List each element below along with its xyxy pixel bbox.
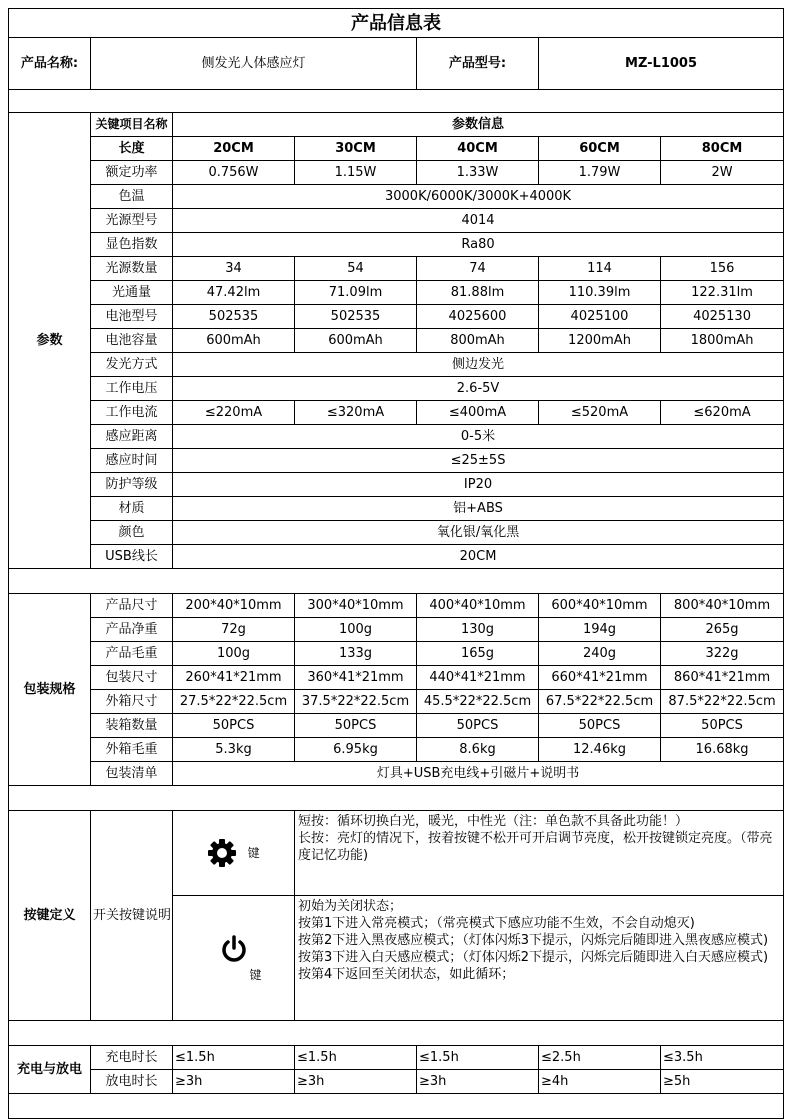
params-row-value: 600mAh bbox=[173, 329, 295, 353]
params-row-value: 600mAh bbox=[295, 329, 417, 353]
params-row bbox=[9, 449, 784, 473]
params-row-label: 电池型号 bbox=[91, 305, 173, 329]
packaging-row bbox=[9, 642, 784, 666]
params-row-label: 颜色 bbox=[91, 521, 173, 545]
params-section-label: 参数 bbox=[9, 113, 91, 569]
params-row-label: 光源型号 bbox=[91, 209, 173, 233]
params-row-value: 47.42lm bbox=[173, 281, 295, 305]
params-row-value: 800mAh bbox=[417, 329, 539, 353]
params-row-value: 1800mAh bbox=[661, 329, 784, 353]
discharge-time-value: ≥3h bbox=[173, 1070, 295, 1094]
charging-section-label: 充电与放电 bbox=[9, 1046, 91, 1094]
gear-icon bbox=[207, 838, 237, 868]
packaging-row-value: 360*41*21mm bbox=[295, 666, 417, 690]
params-row-label: 感应时间 bbox=[91, 449, 173, 473]
product-name-value: 侧发光人体感应灯 bbox=[91, 38, 417, 90]
params-row-value: ≤620mA bbox=[661, 401, 784, 425]
gear-key-text: 键 bbox=[247, 845, 260, 860]
params-row-value: 114 bbox=[539, 257, 661, 281]
packaging-row-label: 产品毛重 bbox=[91, 642, 173, 666]
params-row-value: 54 bbox=[295, 257, 417, 281]
charge-time-value: ≤1.5h bbox=[417, 1046, 539, 1070]
params-row-value: 4025100 bbox=[539, 305, 661, 329]
spacer-row bbox=[9, 90, 784, 113]
params-row-value: 1.79W bbox=[539, 161, 661, 185]
packaging-row-label: 装箱数量 bbox=[91, 714, 173, 738]
params-row-value: 3000K/6000K/3000K+4000K bbox=[173, 185, 784, 209]
charge-time-value: ≤1.5h bbox=[173, 1046, 295, 1070]
params-row-label: 感应距离 bbox=[91, 425, 173, 449]
packaging-row-value: 50PCS bbox=[295, 714, 417, 738]
packaging-row-value: 6.95kg bbox=[295, 738, 417, 762]
buttons-section-label: 按键定义 bbox=[9, 811, 91, 1021]
length-label: 长度 bbox=[91, 137, 173, 161]
params-row-value: 侧边发光 bbox=[173, 353, 784, 377]
packaging-row-value: 8.6kg bbox=[417, 738, 539, 762]
key-item-header: 关键项目名称 bbox=[91, 113, 173, 137]
length-40cm: 40CM bbox=[417, 137, 539, 161]
params-row-label: 光通量 bbox=[91, 281, 173, 305]
packaging-row-value: 50PCS bbox=[539, 714, 661, 738]
power-line: 初始为关闭状态； bbox=[298, 899, 403, 914]
spacer-row bbox=[9, 786, 784, 811]
packaging-row-value: 322g bbox=[661, 642, 784, 666]
params-row-value: 0.756W bbox=[173, 161, 295, 185]
packaging-row-value: 260*41*21mm bbox=[173, 666, 295, 690]
packaging-row-value: 600*40*10mm bbox=[539, 594, 661, 618]
params-row bbox=[9, 401, 784, 425]
packaging-row bbox=[9, 762, 784, 786]
params-row-value: 110.39lm bbox=[539, 281, 661, 305]
params-row-label: 发光方式 bbox=[91, 353, 173, 377]
packaging-row bbox=[9, 714, 784, 738]
page-title: 产品信息表 bbox=[9, 9, 784, 38]
power-icon bbox=[219, 934, 249, 964]
params-row bbox=[9, 545, 784, 569]
params-row-label: 色温 bbox=[91, 185, 173, 209]
power-key-cell bbox=[173, 896, 295, 1021]
packaging-row bbox=[9, 618, 784, 642]
params-row-value: 81.88lm bbox=[417, 281, 539, 305]
power-key-description bbox=[295, 896, 784, 1021]
params-row-value: 74 bbox=[417, 257, 539, 281]
packaging-section-label: 包装规格 bbox=[9, 594, 91, 786]
params-row-value: 1.33W bbox=[417, 161, 539, 185]
params-row-value: ≤220mA bbox=[173, 401, 295, 425]
packaging-row-value: 100g bbox=[173, 642, 295, 666]
packaging-row-value: 300*40*10mm bbox=[295, 594, 417, 618]
params-row-label: 工作电压 bbox=[91, 377, 173, 401]
params-row-value: ≤320mA bbox=[295, 401, 417, 425]
params-row-value: 2.6-5V bbox=[173, 377, 784, 401]
params-row bbox=[9, 161, 784, 185]
power-line: 按第3下进入白天感应模式；（灯体闪烁2下提示，闪烁完后随即进入白天感应模式) bbox=[298, 950, 769, 965]
params-row-value: 4025130 bbox=[661, 305, 784, 329]
packaging-row-value: 400*40*10mm bbox=[417, 594, 539, 618]
charge-time-value: ≤3.5h bbox=[661, 1046, 784, 1070]
packaging-row-value: 800*40*10mm bbox=[661, 594, 784, 618]
params-row bbox=[9, 329, 784, 353]
packaging-row-value: 100g bbox=[295, 618, 417, 642]
params-row-value: 1.15W bbox=[295, 161, 417, 185]
length-60cm: 60CM bbox=[539, 137, 661, 161]
packaging-row-value: 130g bbox=[417, 618, 539, 642]
params-row bbox=[9, 521, 784, 545]
power-line: 按第4下返回至关闭状态，如此循环； bbox=[298, 967, 515, 982]
packaging-row bbox=[9, 738, 784, 762]
packaging-row-value: 660*41*21mm bbox=[539, 666, 661, 690]
params-row-value: IP20 bbox=[173, 473, 784, 497]
packaging-row-label: 产品尺寸 bbox=[91, 594, 173, 618]
params-row bbox=[9, 185, 784, 209]
params-row-value: 1200mAh bbox=[539, 329, 661, 353]
params-row-value: 71.09lm bbox=[295, 281, 417, 305]
packaging-row-value: 50PCS bbox=[661, 714, 784, 738]
gear-key-description bbox=[295, 811, 784, 896]
packaging-row-value: 72g bbox=[173, 618, 295, 642]
params-row bbox=[9, 353, 784, 377]
packaging-row-value: 67.5*22*22.5cm bbox=[539, 690, 661, 714]
packaging-row-value: 37.5*22*22.5cm bbox=[295, 690, 417, 714]
discharge-time-value: ≥4h bbox=[539, 1070, 661, 1094]
params-row-label: USB线长 bbox=[91, 545, 173, 569]
switch-label: 开关按键说明 bbox=[91, 811, 173, 1021]
discharge-time-value: ≥5h bbox=[661, 1070, 784, 1094]
params-row-value: ≤520mA bbox=[539, 401, 661, 425]
length-20cm: 20CM bbox=[173, 137, 295, 161]
packaging-row-value: 45.5*22*22.5cm bbox=[417, 690, 539, 714]
packaging-row-value: 灯具+USB充电线+引磁片+说明书 bbox=[173, 762, 784, 786]
params-row-value: 4025600 bbox=[417, 305, 539, 329]
length-80cm: 80CM bbox=[661, 137, 784, 161]
packaging-row-value: 165g bbox=[417, 642, 539, 666]
product-name-label: 产品名称: bbox=[9, 38, 91, 90]
length-30cm: 30CM bbox=[295, 137, 417, 161]
params-row-label: 光源数量 bbox=[91, 257, 173, 281]
params-row bbox=[9, 233, 784, 257]
spacer-row bbox=[9, 1021, 784, 1046]
param-info-header: 参数信息 bbox=[173, 113, 784, 137]
spacer-row bbox=[9, 1094, 784, 1119]
packaging-row-label: 外箱毛重 bbox=[91, 738, 173, 762]
params-row-value: 502535 bbox=[295, 305, 417, 329]
packaging-row-value: 440*41*21mm bbox=[417, 666, 539, 690]
packaging-row-value: 860*41*21mm bbox=[661, 666, 784, 690]
packaging-row-value: 16.68kg bbox=[661, 738, 784, 762]
params-row bbox=[9, 209, 784, 233]
params-row bbox=[9, 305, 784, 329]
packaging-row-value: 194g bbox=[539, 618, 661, 642]
params-row bbox=[9, 473, 784, 497]
params-row bbox=[9, 497, 784, 521]
packaging-row-value: 265g bbox=[661, 618, 784, 642]
gear-line: 短按：循环切换白光，暖光，中性光（注：单色款不具备此功能！） bbox=[298, 814, 689, 829]
discharge-time-value: ≥3h bbox=[295, 1070, 417, 1094]
params-row bbox=[9, 257, 784, 281]
packaging-row-value: 50PCS bbox=[417, 714, 539, 738]
packaging-row bbox=[9, 690, 784, 714]
params-row bbox=[9, 281, 784, 305]
params-row-label: 电池容量 bbox=[91, 329, 173, 353]
charge-time-label: 充电时长 bbox=[91, 1046, 173, 1070]
packaging-row-value: 50PCS bbox=[173, 714, 295, 738]
params-row-label: 工作电流 bbox=[91, 401, 173, 425]
packaging-row-value: 5.3kg bbox=[173, 738, 295, 762]
packaging-row-label: 包装尺寸 bbox=[91, 666, 173, 690]
packaging-row-value: 133g bbox=[295, 642, 417, 666]
packaging-row-value: 87.5*22*22.5cm bbox=[661, 690, 784, 714]
packaging-row-label: 包装清单 bbox=[91, 762, 173, 786]
params-row-value: ≤25±5S bbox=[173, 449, 784, 473]
params-row-value: ≤400mA bbox=[417, 401, 539, 425]
params-row bbox=[9, 425, 784, 449]
power-key-text: 键 bbox=[249, 967, 262, 982]
product-model-value: MZ-L1005 bbox=[539, 38, 784, 90]
power-line: 按第2下进入黑夜感应模式；（灯体闪烁3下提示，闪烁完后随即进入黑夜感应模式) bbox=[298, 933, 769, 948]
params-row-value: 502535 bbox=[173, 305, 295, 329]
power-line: 按第1下进入常亮模式；（常亮模式下感应功能不生效，不会自动熄灭) bbox=[298, 916, 695, 931]
packaging-row bbox=[9, 666, 784, 690]
packaging-row bbox=[9, 594, 784, 618]
params-row-value: 4014 bbox=[173, 209, 784, 233]
params-row-label: 显色指数 bbox=[91, 233, 173, 257]
packaging-row-value: 12.46kg bbox=[539, 738, 661, 762]
packaging-row-value: 240g bbox=[539, 642, 661, 666]
spacer-row bbox=[9, 569, 784, 594]
params-row-value: 氧化银/氧化黑 bbox=[173, 521, 784, 545]
params-row-value: 铝+ABS bbox=[173, 497, 784, 521]
product-model-label: 产品型号: bbox=[417, 38, 539, 90]
packaging-row-label: 外箱尺寸 bbox=[91, 690, 173, 714]
params-row-value: 122.31lm bbox=[661, 281, 784, 305]
params-row-value: 156 bbox=[661, 257, 784, 281]
charge-time-value: ≤2.5h bbox=[539, 1046, 661, 1070]
product-info-sheet bbox=[8, 8, 783, 1119]
params-row-value: 2W bbox=[661, 161, 784, 185]
params-row-label: 额定功率 bbox=[91, 161, 173, 185]
packaging-row-label: 产品净重 bbox=[91, 618, 173, 642]
discharge-time-value: ≥3h bbox=[417, 1070, 539, 1094]
gear-key-cell bbox=[173, 811, 295, 896]
params-row-value: 20CM bbox=[173, 545, 784, 569]
discharge-time-label: 放电时长 bbox=[91, 1070, 173, 1094]
gear-line: 长按：亮灯的情况下，按着按键不松开可开启调节亮度，松开按键锁定亮度。（带亮度记忆功能) bbox=[298, 831, 773, 863]
params-row-value: 0-5米 bbox=[173, 425, 784, 449]
packaging-row-value: 200*40*10mm bbox=[173, 594, 295, 618]
packaging-row-value: 27.5*22*22.5cm bbox=[173, 690, 295, 714]
params-row-label: 防护等级 bbox=[91, 473, 173, 497]
params-row-value: Ra80 bbox=[173, 233, 784, 257]
params-row-value: 34 bbox=[173, 257, 295, 281]
product-info-table bbox=[8, 8, 784, 1119]
params-row-label: 材质 bbox=[91, 497, 173, 521]
params-row bbox=[9, 377, 784, 401]
charge-time-value: ≤1.5h bbox=[295, 1046, 417, 1070]
